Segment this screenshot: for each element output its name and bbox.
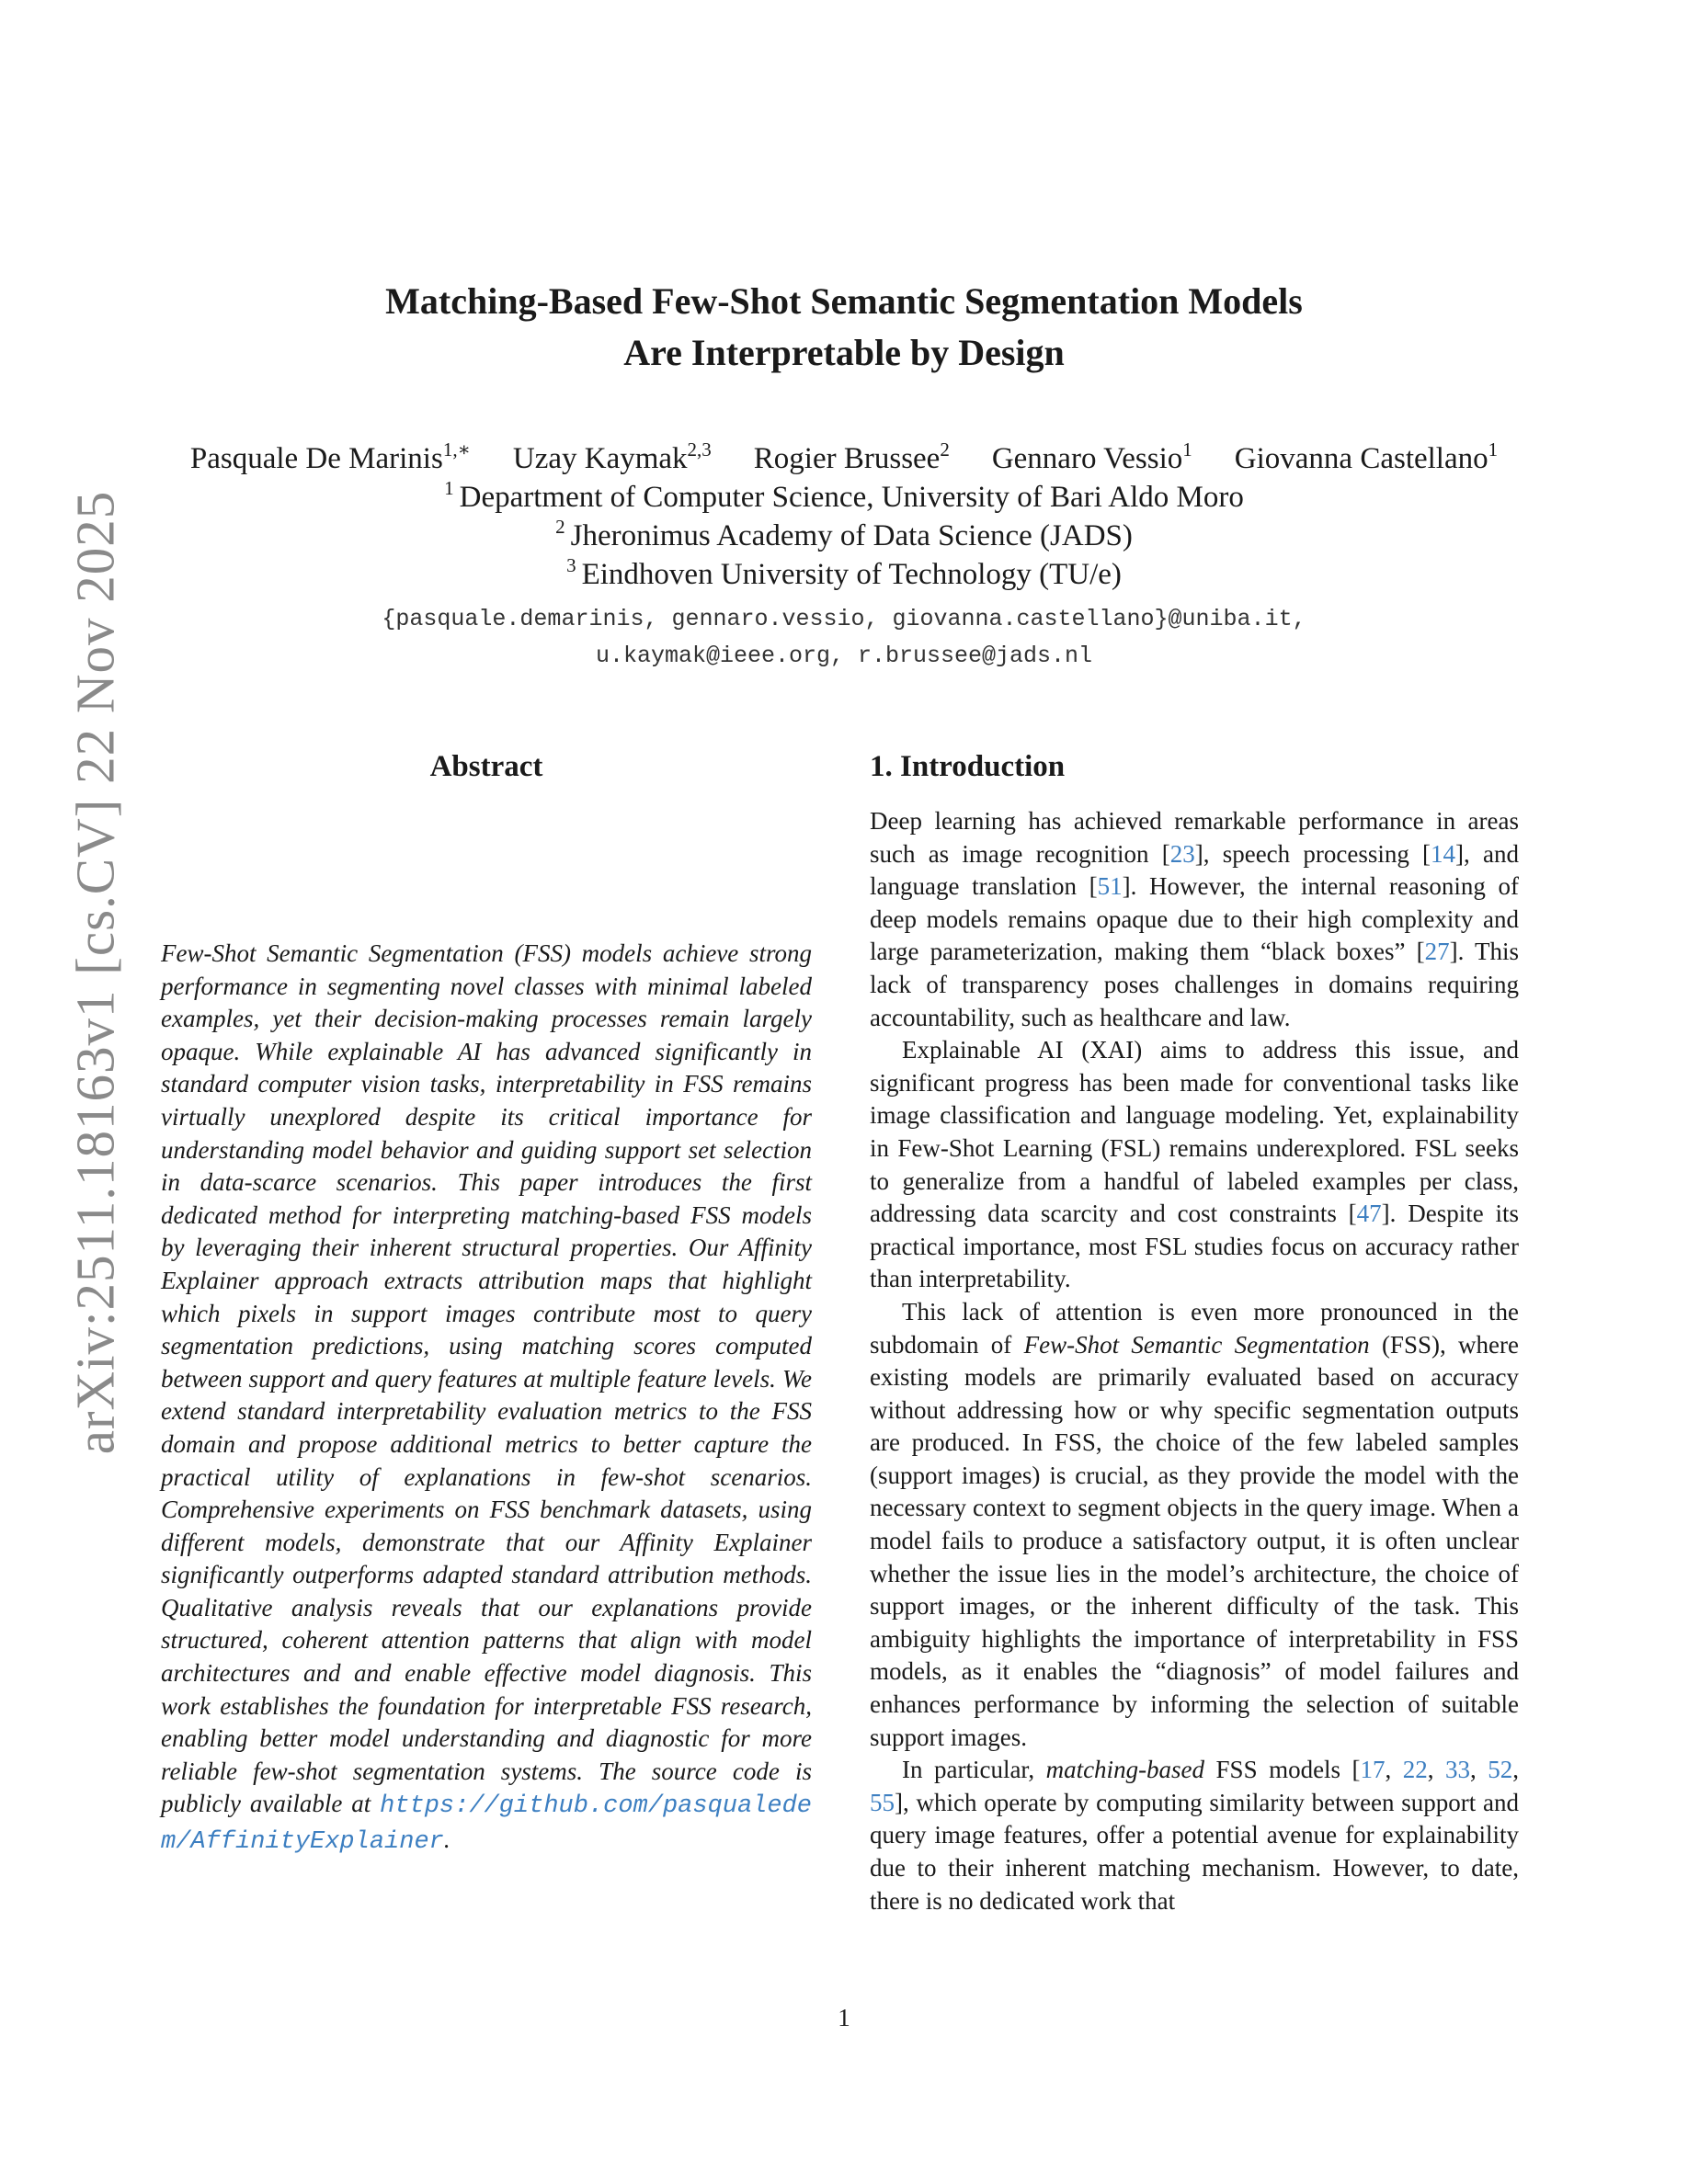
affiliation xyxy=(0,478,1688,517)
email-line-1: {pasquale.demarinis, gennaro.vessio, giovanna.castellano}@uniba.it, xyxy=(382,606,1306,632)
citation-link[interactable]: 17 xyxy=(1360,1756,1386,1784)
source-code-link[interactable]: https://github.com/pasqualedem/AffinityExplainer xyxy=(161,1792,812,1857)
author xyxy=(992,439,1192,478)
author-affiliation-mark: 2,3 xyxy=(687,438,712,461)
paragraph xyxy=(870,1754,1519,1917)
paragraph xyxy=(870,1296,1519,1754)
introduction-text xyxy=(870,805,1519,1917)
affiliation-mark: 3 xyxy=(566,554,576,576)
abstract-end: . xyxy=(443,1826,451,1854)
citation-link[interactable]: 27 xyxy=(1424,938,1450,966)
arxiv-identifier: arXiv:2511.18163v1 [cs.CV] 22 Nov 2025 xyxy=(64,490,126,1455)
citation-link[interactable]: 22 xyxy=(1402,1756,1428,1784)
text-run: In particular, xyxy=(902,1756,1046,1784)
abstract-heading: Abstract xyxy=(429,750,543,783)
author xyxy=(190,439,471,478)
author xyxy=(754,439,950,478)
introduction-heading: 1. Introduction xyxy=(870,750,1066,783)
affiliation-mark: 2 xyxy=(555,516,565,538)
text-run: ], which operate by computing similarity between support and query image features, offer a potential avenue for explainability due to their inherent matching mechanism. However, to date, there is no dedicated work that xyxy=(870,1788,1519,1915)
text-run: Deep learning has achieved remarkable performance in areas such as image recognition [ xyxy=(870,807,1519,868)
author-emails xyxy=(0,601,1688,675)
text-run: (FSS), where existing models are primarily evaluated based on accuracy without addressing how or why specific segmentation outputs are produced. In FSS, the choice of the few labeled samples (support images) is crucial, as they provide the model with the necessary context to segment objects in the query image. When a model fails to produce a satisfactory output, it is often unclear whether the issue lies in the model’s architecture, the choice of support images, or the inherent difficulty of the task. This ambiguity highlights the importance of interpretability in FSS models, as it enables the “diagnosis” of model failures and enhances performance by informing the selection of suitable support images. xyxy=(870,1330,1519,1751)
citation-link[interactable]: 23 xyxy=(1169,839,1195,868)
author-name: Uzay Kaymak xyxy=(512,442,688,475)
citation-link[interactable]: 52 xyxy=(1488,1756,1513,1784)
paragraph xyxy=(870,1034,1519,1296)
citation-link[interactable]: 14 xyxy=(1431,839,1456,868)
text-run: ], speech processing [ xyxy=(1194,839,1431,868)
author-affiliation-mark: 1 xyxy=(1488,438,1499,461)
affiliation xyxy=(0,517,1688,555)
author-name: Gennaro Vessio xyxy=(991,442,1183,475)
author xyxy=(1235,439,1498,478)
text-run: ]. However, the internal reasoning of deep models remains opaque due to their high complexity and large parameterization, making them “black boxes” [ xyxy=(870,872,1519,966)
author-name: Rogier Brussee xyxy=(753,442,941,475)
affiliation xyxy=(0,555,1688,594)
affiliation-mark: 1 xyxy=(444,477,454,499)
emphasis: Few-Shot Semantic Segmentation xyxy=(1023,1330,1370,1359)
author-affiliation-mark: 1,∗ xyxy=(442,438,471,461)
abstract-body: Few-Shot Semantic Segmentation (FSS) models achieve strong performance in segmenting novel classes with minimal labeled examples, yet their decision-making processes remain largely opaque. While explainable AI has advanced significantly in standard computer vision tasks, interpretability in FSS remains virtually unexplored despite its critical importance for understanding model behavior and guiding support set selection in data-scarce scenarios. This paper introduces the first dedicated method for interpreting matching-based FSS models by leveraging their inherent structural properties. Our Affinity Explainer approach extracts attribution maps that highlight which pixels in support images contribute most to query segmentation predictions, using matching scores computed between support and query features at multiple feature levels. We extend standard interpretability evaluation metrics to the FSS domain and propose additional metrics to better capture the practical utility of explanations in few-shot scenarios. Comprehensive experiments on FSS benchmark datasets, using different models, demonstrate that our Affinity Explainer significantly outperforms adapted standard attribution methods. Qualitative analysis reveals that our explanations provide structured, coherent attention patterns that align with model architectures and and enable effective model diagnosis. This work establishes the foundation for interpretable FSS research, enabling better model understanding and diagnostic for more reliable few-shot segmentation systems. The source code is publicly available at xyxy=(161,939,812,1818)
text-run: Explainable AI (XAI) aims to address this issue, and significant progress has been made for conventional tasks like image classification and language modeling. Yet, explainability in Few-Shot Learning (FSL) remains underexplored. FSL seeks to generalize from a handful of labeled examples per class, addressing data scarcity and cost constraints [ xyxy=(870,1036,1519,1228)
text-run: ]. Despite its practical importance, most FSL studies focus on accuracy rather than interpretability. xyxy=(870,1200,1520,1293)
author xyxy=(513,439,712,478)
affiliation-text: Jheronimus Academy of Data Science (JADS) xyxy=(570,519,1133,552)
citation-link[interactable]: 47 xyxy=(1356,1200,1382,1228)
author-affiliation-mark: 1 xyxy=(1182,438,1192,461)
citation-link[interactable]: 55 xyxy=(870,1788,895,1816)
text-run: This lack of attention is even more pronounced in the subdomain of xyxy=(870,1297,1519,1359)
page-number: 1 xyxy=(838,2004,850,2031)
emphasis: matching-based xyxy=(1045,1756,1205,1784)
paper-title xyxy=(0,276,1688,379)
paragraph xyxy=(870,805,1519,1034)
citation-link[interactable]: 51 xyxy=(1097,872,1123,901)
paper-title-line-2: Are Interpretable by Design xyxy=(623,332,1065,373)
text-run: , xyxy=(1385,1756,1403,1784)
text-run: ]. This lack of transparency poses challenges in domains requiring accountability, such as healthcare and law. xyxy=(870,938,1519,1031)
author-affiliation-mark: 2 xyxy=(940,438,950,461)
abstract-text xyxy=(161,938,812,1860)
email-line-2: u.kaymak@ieee.org, r.brussee@jads.nl xyxy=(595,643,1093,669)
paper-title-line-1: Matching-Based Few-Shot Semantic Segmentation Models xyxy=(385,280,1303,322)
author-name: Giovanna Castellano xyxy=(1234,442,1488,475)
text-run: , xyxy=(1427,1756,1446,1784)
text-run: , xyxy=(1470,1756,1488,1784)
author-list xyxy=(0,439,1688,478)
text-run: ], and language translation [ xyxy=(870,839,1519,901)
author-name: Pasquale De Marinis xyxy=(189,442,443,475)
citation-link[interactable]: 33 xyxy=(1445,1756,1471,1784)
text-run: FSS models [ xyxy=(1204,1756,1361,1784)
text-run: , xyxy=(1512,1756,1519,1784)
affiliation-text: Department of Computer Science, University of Bari Aldo Moro xyxy=(459,481,1244,514)
affiliation-text: Eindhoven University of Technology (TU/e) xyxy=(581,558,1122,591)
